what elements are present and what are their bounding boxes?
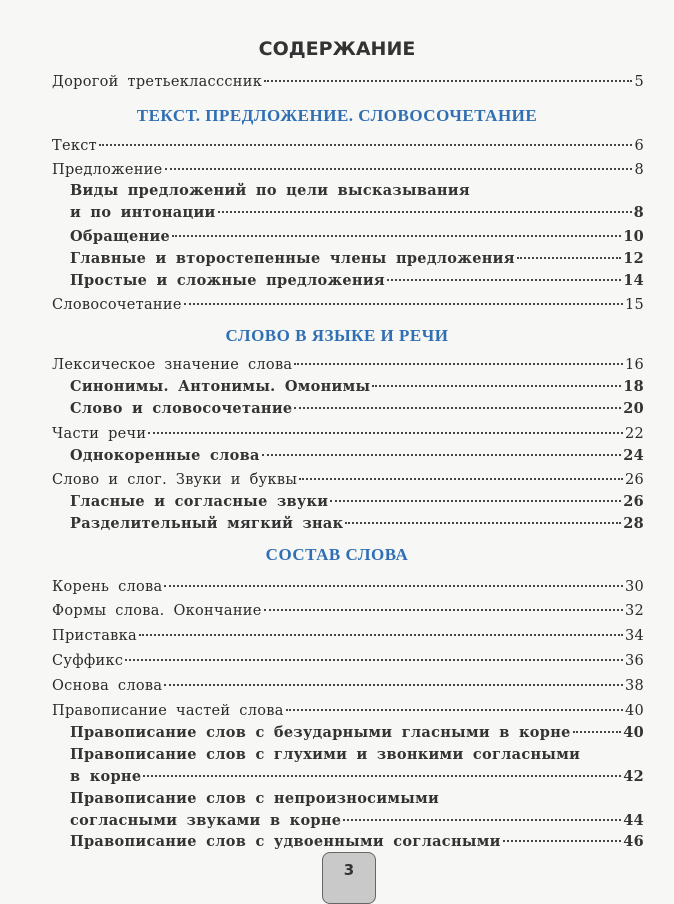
- section-heading: СОСТАВ СЛОВА: [265, 545, 409, 564]
- toc-entry[interactable]: [52, 136, 644, 156]
- entry-label: Слово и слог. Звуки и буквы: [52, 472, 298, 488]
- toc-entry[interactable]: [70, 446, 644, 466]
- leader-dots: [172, 235, 621, 237]
- entry-page: 34: [624, 628, 644, 644]
- entry-label: Правописание слов с удвоенными согласными: [70, 833, 501, 850]
- toc-entry[interactable]: [52, 295, 644, 315]
- toc-entry[interactable]: [70, 723, 644, 743]
- leader-dots: [343, 819, 621, 821]
- entry-label: Формы слова. Окончание: [52, 603, 262, 619]
- entry-page: 8: [634, 162, 644, 178]
- leader-dots: [99, 144, 633, 146]
- entry-label: Главные и второстепенные члены предложения: [70, 250, 515, 267]
- entry-label: Дорогой третьекласссник: [52, 74, 263, 90]
- leader-dots: [148, 432, 623, 434]
- section-heading: ТЕКСТ. ПРЕДЛОЖЕНИЕ. СЛОВОСОЧЕТАНИЕ: [136, 106, 538, 125]
- leader-dots: [345, 522, 621, 524]
- entry-label: Синонимы. Антонимы. Омонимы: [70, 378, 371, 395]
- entry-page: 16: [624, 357, 644, 373]
- toc-entry[interactable]: [70, 832, 644, 852]
- entry-page: 5: [634, 74, 644, 90]
- toc-entry[interactable]: [70, 227, 644, 247]
- toc-entry[interactable]: [52, 676, 644, 696]
- toc-entry[interactable]: [70, 492, 644, 512]
- leader-dots: [184, 303, 623, 305]
- entry-label: Правописание частей слова: [52, 703, 284, 719]
- toc-entry-intro[interactable]: [52, 72, 644, 92]
- entry-page: 42: [623, 768, 644, 785]
- leader-dots: [294, 363, 623, 365]
- entry-page: 36: [624, 653, 644, 669]
- leader-dots: [517, 257, 621, 259]
- leader-dots: [372, 385, 621, 387]
- entry-label: Простые и сложные предложения: [70, 272, 385, 289]
- entry-label: Суффикс: [52, 653, 124, 669]
- entry-page: 22: [624, 426, 644, 442]
- toc-entry[interactable]: [70, 249, 644, 269]
- entry-label[interactable]: Правописание слов с глухими и звонкими согласными: [70, 746, 581, 763]
- entry-label: Лексическое значение слова: [52, 357, 293, 373]
- entry-page: 10: [623, 228, 644, 245]
- section-heading: СЛОВО В ЯЗЫКЕ И РЕЧИ: [225, 326, 449, 345]
- entry-label: Части речи: [52, 426, 147, 442]
- toc-entry[interactable]: [52, 651, 644, 671]
- leader-dots: [264, 80, 632, 82]
- entry-label: Словосочетание: [52, 297, 182, 313]
- leader-dots: [573, 731, 622, 733]
- entry-page: 40: [624, 703, 644, 719]
- entry-page: 6: [634, 138, 644, 154]
- entry-page: 26: [624, 472, 644, 488]
- toc-entry[interactable]: [52, 701, 644, 721]
- entry-label: и по интонации: [70, 204, 216, 221]
- leader-dots: [218, 211, 632, 213]
- toc-entry[interactable]: [70, 377, 644, 397]
- page-title: СОДЕРЖАНИЕ: [258, 38, 416, 60]
- leader-dots: [164, 684, 623, 686]
- toc-entry[interactable]: [52, 160, 644, 180]
- toc-entry[interactable]: [70, 271, 644, 291]
- toc-entry[interactable]: [52, 355, 644, 375]
- page-number: 3: [322, 852, 376, 904]
- entry-page: 18: [623, 378, 644, 395]
- entry-label[interactable]: Виды предложений по цели высказывания: [70, 182, 470, 199]
- toc-entry[interactable]: [70, 514, 644, 534]
- entry-page: 14: [623, 272, 644, 289]
- toc-entry[interactable]: [52, 424, 644, 444]
- leader-dots: [139, 634, 623, 636]
- entry-page: 24: [623, 447, 644, 464]
- entry-label: Разделительный мягкий знак: [70, 515, 344, 532]
- entry-label: Приставка: [52, 628, 137, 644]
- entry-label: Гласные и согласные звуки: [70, 493, 329, 510]
- toc-entry[interactable]: [52, 470, 644, 490]
- entry-page: 20: [623, 400, 644, 417]
- leader-dots: [143, 775, 621, 777]
- toc-entry[interactable]: [52, 577, 644, 597]
- toc-entry[interactable]: [52, 601, 644, 621]
- entry-page: 15: [624, 297, 644, 313]
- entry-label: в корне: [70, 768, 142, 785]
- toc-entry[interactable]: [70, 399, 644, 419]
- leader-dots: [164, 585, 622, 587]
- leader-dots: [165, 168, 633, 170]
- leader-dots: [286, 709, 623, 711]
- entry-page: 12: [623, 250, 644, 267]
- entry-label: Основа слова: [52, 678, 163, 694]
- entry-label: Корень слова: [52, 579, 163, 595]
- leader-dots: [299, 478, 623, 480]
- entry-page: 30: [624, 579, 644, 595]
- leader-dots: [330, 500, 621, 502]
- entry-label: Слово и словосочетание: [70, 400, 293, 417]
- entry-page: 28: [623, 515, 644, 532]
- leader-dots: [387, 279, 621, 281]
- entry-label: согласными звуками в корне: [70, 812, 342, 829]
- entry-label: Правописание слов с безударными гласными в корне: [70, 724, 571, 741]
- toc-entry[interactable]: [70, 767, 644, 787]
- leader-dots: [264, 609, 623, 611]
- entry-label[interactable]: Правописание слов с непроизносимыми: [70, 790, 440, 807]
- leader-dots: [125, 659, 623, 661]
- entry-page: 32: [624, 603, 644, 619]
- entry-page: 38: [624, 678, 644, 694]
- entry-label: Обращение: [70, 228, 171, 245]
- entry-page: 26: [623, 493, 644, 510]
- entry-page: 46: [623, 833, 644, 850]
- entry-page: 8: [633, 204, 644, 221]
- entry-label: Однокоренные слова: [70, 447, 260, 464]
- toc-entry[interactable]: [70, 203, 644, 223]
- toc-entry[interactable]: [52, 626, 644, 646]
- entry-page: 40: [623, 724, 644, 741]
- entry-label: Текст: [52, 138, 97, 154]
- toc-entry[interactable]: [70, 811, 644, 831]
- leader-dots: [503, 840, 622, 842]
- leader-dots: [294, 407, 621, 409]
- entry-label: Предложение: [52, 162, 163, 178]
- entry-page: 44: [623, 812, 644, 829]
- leader-dots: [262, 454, 622, 456]
